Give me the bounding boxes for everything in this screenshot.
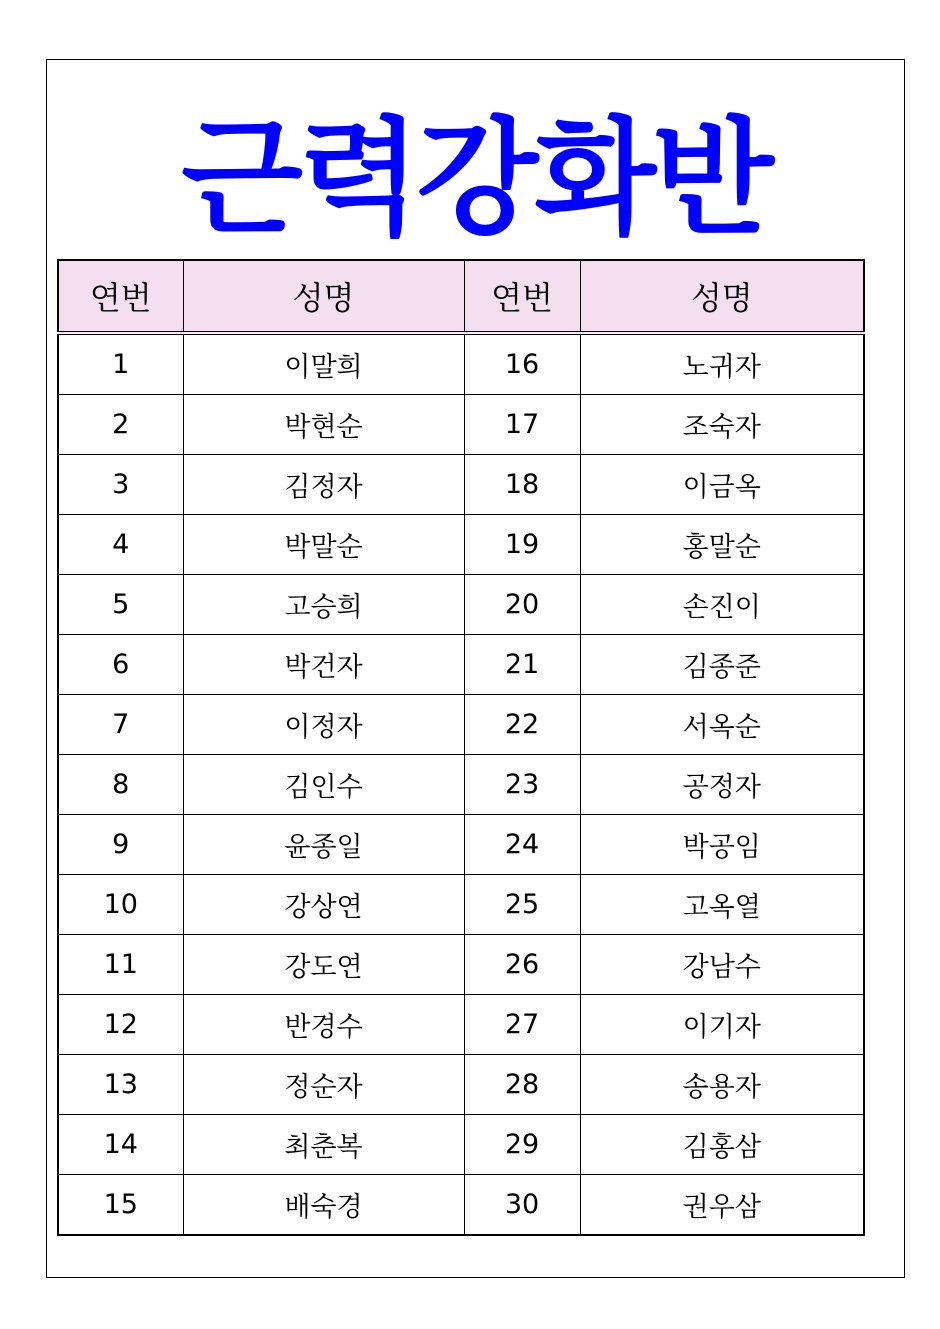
row-name-left: 이정자 [183, 695, 464, 755]
row-name-left: 반경수 [183, 995, 464, 1055]
table-row [58, 515, 864, 575]
row-name-right: 고옥열 [580, 875, 864, 935]
row-number-right: 21 [464, 635, 580, 695]
row-number-right: 28 [464, 1055, 580, 1115]
table-row [58, 1175, 864, 1236]
row-number-left: 15 [58, 1175, 183, 1236]
header-number-right: 연번 [464, 260, 580, 333]
row-name-right: 공정자 [580, 755, 864, 815]
table-row [58, 395, 864, 455]
row-number-right: 27 [464, 995, 580, 1055]
row-name-left: 김정자 [183, 455, 464, 515]
row-number-right: 22 [464, 695, 580, 755]
row-number-right: 26 [464, 935, 580, 995]
row-name-left: 박말순 [183, 515, 464, 575]
row-name-right: 권우삼 [580, 1175, 864, 1236]
row-number-left: 11 [58, 935, 183, 995]
table-row [58, 1055, 864, 1115]
row-number-left: 2 [58, 395, 183, 455]
row-number-right: 17 [464, 395, 580, 455]
row-name-left: 고승희 [183, 575, 464, 635]
row-name-right: 조숙자 [580, 395, 864, 455]
row-number-left: 4 [58, 515, 183, 575]
row-number-right: 19 [464, 515, 580, 575]
row-name-left: 강도연 [183, 935, 464, 995]
row-number-right: 23 [464, 755, 580, 815]
row-number-left: 3 [58, 455, 183, 515]
row-number-left: 10 [58, 875, 183, 935]
header-name-right: 성명 [580, 260, 864, 333]
row-number-left: 14 [58, 1115, 183, 1175]
row-number-left: 12 [58, 995, 183, 1055]
row-name-right: 손진이 [580, 575, 864, 635]
row-number-right: 24 [464, 815, 580, 875]
row-name-left: 이말희 [183, 333, 464, 395]
row-name-right: 김종준 [580, 635, 864, 695]
row-name-left: 배숙경 [183, 1175, 464, 1236]
header-row [58, 260, 864, 333]
table-row [58, 755, 864, 815]
table-row [58, 695, 864, 755]
table-row [58, 875, 864, 935]
row-number-right: 20 [464, 575, 580, 635]
row-number-right: 30 [464, 1175, 580, 1236]
row-name-left: 김인수 [183, 755, 464, 815]
row-name-right: 박공임 [580, 815, 864, 875]
table-row [58, 815, 864, 875]
row-name-left: 강상연 [183, 875, 464, 935]
row-name-right: 서옥순 [580, 695, 864, 755]
row-name-left: 박현순 [183, 395, 464, 455]
row-number-left: 6 [58, 635, 183, 695]
roster-table [57, 259, 865, 1236]
header-number-left: 연번 [58, 260, 183, 333]
table-row [58, 575, 864, 635]
table-row [58, 995, 864, 1055]
row-name-left: 윤종일 [183, 815, 464, 875]
table-row [58, 455, 864, 515]
table-row [58, 1115, 864, 1175]
row-name-left: 정순자 [183, 1055, 464, 1115]
table-row [58, 935, 864, 995]
row-name-left: 박건자 [183, 635, 464, 695]
row-name-right: 노귀자 [580, 333, 864, 395]
row-name-right: 이금옥 [580, 455, 864, 515]
row-number-left: 7 [58, 695, 183, 755]
row-number-left: 5 [58, 575, 183, 635]
row-name-right: 이기자 [580, 995, 864, 1055]
table-row [58, 635, 864, 695]
row-number-left: 9 [58, 815, 183, 875]
row-name-left: 최춘복 [183, 1115, 464, 1175]
row-number-right: 29 [464, 1115, 580, 1175]
roster-body [58, 333, 864, 1235]
table-row [58, 333, 864, 395]
row-number-right: 18 [464, 455, 580, 515]
row-number-left: 13 [58, 1055, 183, 1115]
page-title: 근력강화반 [181, 105, 770, 252]
row-number-left: 8 [58, 755, 183, 815]
row-number-left: 1 [58, 333, 183, 395]
row-number-right: 16 [464, 333, 580, 395]
row-name-right: 김홍삼 [580, 1115, 864, 1175]
row-number-right: 25 [464, 875, 580, 935]
row-name-right: 홍말순 [580, 515, 864, 575]
row-name-right: 강남수 [580, 935, 864, 995]
row-name-right: 송용자 [580, 1055, 864, 1115]
header-name-left: 성명 [183, 260, 464, 333]
